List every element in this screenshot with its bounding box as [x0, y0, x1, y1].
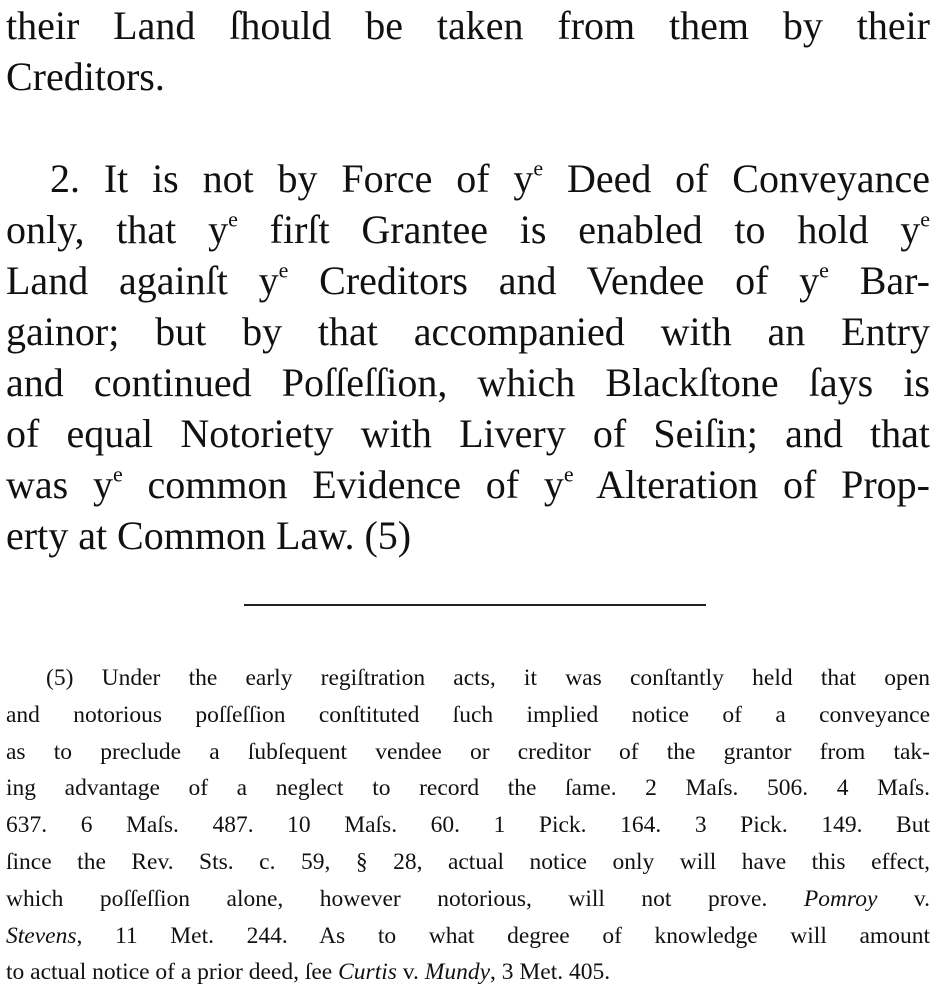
text-line: erty at Common Law. (5): [6, 513, 412, 558]
paragraph-continued: [6, 0, 930, 102]
superscript: e: [278, 257, 289, 283]
text-segment: , 11 Met. 244. As to what degree of knowledge will amount: [76, 922, 930, 949]
text-line: their Land ſhould be taken from them by their: [6, 3, 930, 48]
text-line: [6, 153, 930, 204]
case-name: Pomroy: [803, 885, 878, 912]
text-segment: common Evidence of y: [122, 462, 564, 507]
text-segment: Land againſt y: [6, 258, 279, 303]
text-segment: to actual notice of a prior deed, ſee: [6, 959, 339, 986]
footnote-line: 637. 6 Maſs. 487. 10 Maſs. 60. 1 Pick. 164. 3 Pick. 149. But: [6, 812, 930, 839]
superscript: e: [228, 206, 238, 232]
footnote-line: ſince the Rev. Sts. c. 59, § 28, actual notice only will have this effect,: [6, 848, 930, 875]
paragraph-2: [6, 153, 930, 561]
text-line: gainor; but by that accompanied with an Entry: [6, 309, 930, 354]
text-segment: Alteration of Prop-: [573, 462, 930, 507]
text-segment: 2. It is not by Force of y: [50, 156, 534, 201]
case-name: Curtis: [338, 959, 397, 986]
footnote-5: [6, 660, 930, 991]
text-segment: Creditors and Vendee of y: [288, 258, 820, 303]
superscript: e: [920, 206, 931, 232]
text-line: Creditors.: [6, 54, 165, 99]
footnote-line: ing advantage of a neglect to record the ſame. 2 Maſs. 506. 4 Maſs.: [6, 775, 930, 802]
text-segment: Deed of Conveyance: [543, 156, 930, 201]
superscript: e: [112, 461, 123, 487]
text-line: [6, 459, 930, 510]
text-segment: , 3 Met. 405.: [490, 959, 611, 986]
text-segment: v.: [396, 959, 425, 986]
case-name: Mundy: [424, 959, 491, 986]
footnote-line: (5) Under the early regiſtration acts, it was conſtantly held that open: [46, 665, 930, 691]
section-divider: [244, 604, 706, 606]
footnote-line: [6, 881, 930, 918]
text-line: [6, 255, 930, 306]
superscript: e: [533, 155, 544, 181]
text-segment: was y: [6, 462, 113, 507]
text-line: of equal Notoriety with Livery of Seiſin; and that: [6, 411, 930, 456]
superscript: e: [563, 461, 574, 487]
text-segment: Bar-: [828, 258, 930, 303]
footnote-line: [6, 954, 930, 991]
text-segment: v.: [877, 885, 930, 912]
case-name: Stevens: [6, 922, 77, 949]
superscript: e: [819, 257, 829, 283]
text-segment: firſt Grantee is enabled to hold y: [237, 207, 921, 252]
text-segment: which poſſeſſion alone, however notorious, will not prove.: [6, 885, 804, 912]
text-line: [6, 204, 930, 255]
text-segment: only, that y: [6, 207, 229, 252]
footnote-line: [6, 918, 930, 955]
footnote-line: and notorious poſſeſſion conſtituted ſuch implied notice of a conveyance: [6, 701, 930, 728]
footnote-line: as to preclude a ſubſequent vendee or creditor of the grantor from tak-: [6, 738, 930, 765]
text-line: and continued Poſſeſſion, which Blackſtone ſays is: [6, 360, 930, 405]
